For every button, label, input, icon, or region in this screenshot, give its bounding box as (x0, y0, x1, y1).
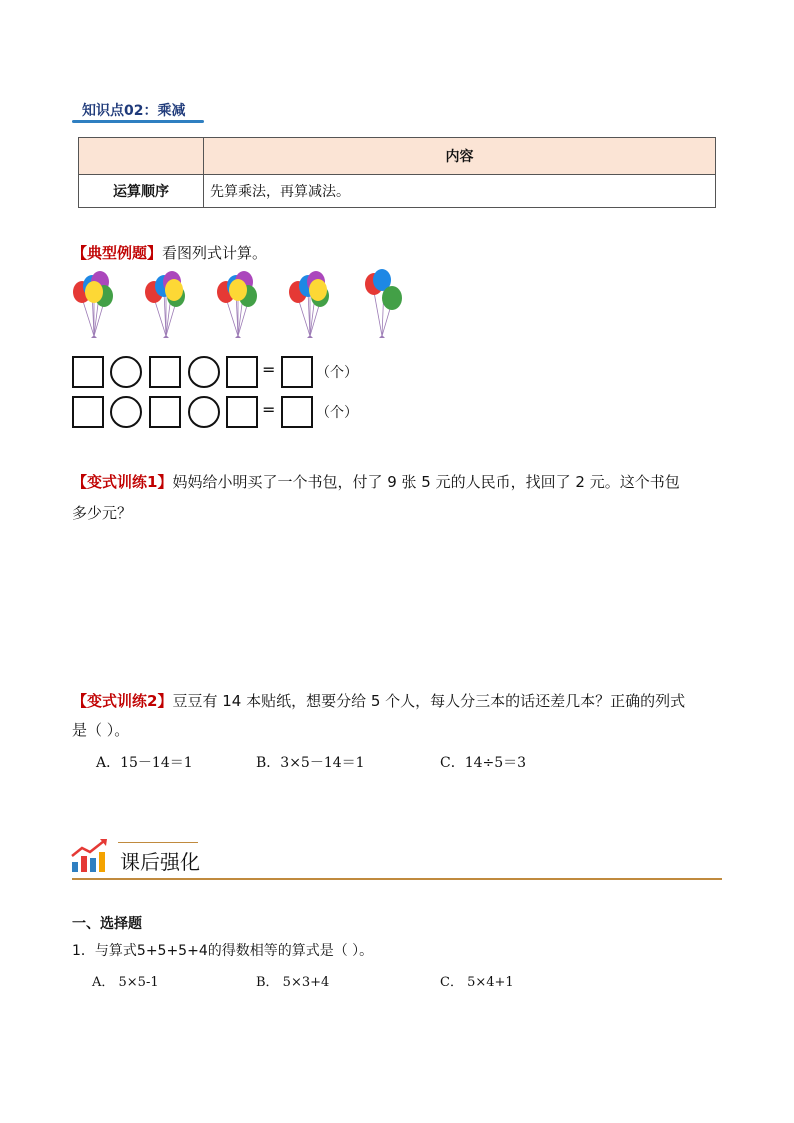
operator-circle[interactable] (110, 396, 142, 428)
answer-box[interactable] (226, 356, 258, 388)
balloon-group (145, 271, 185, 338)
practice1-tag: 【变式训练1】 (72, 473, 173, 491)
section-top-line (118, 842, 198, 843)
balloon-group (365, 269, 402, 338)
operator-circle[interactable] (188, 356, 220, 388)
q1-option-c[interactable]: C． 5×4+1 (440, 975, 514, 990)
section-heading: 一、选择题 (72, 916, 142, 932)
title-underline (72, 120, 204, 123)
unit-label: （个） (316, 405, 358, 421)
example-prompt (72, 242, 267, 263)
table-row-label: 运算顺序 (79, 175, 204, 208)
table-header-row (79, 138, 716, 175)
knowledge-point-title: 知识点02：乘减 (82, 103, 186, 119)
answer-box[interactable] (149, 396, 181, 428)
unit-label: （个） (316, 365, 358, 381)
answer-box[interactable] (149, 356, 181, 388)
after-class-title: 课后强化 (120, 850, 200, 874)
option-c[interactable]: C．14÷5＝3 (440, 755, 527, 771)
equals-sign: = (262, 400, 276, 419)
balloon-group (73, 271, 113, 338)
result-box[interactable] (281, 356, 313, 388)
example-tag: 【典型例题】 (72, 244, 163, 262)
knowledge-table (78, 137, 716, 208)
chart-growth-icon (70, 838, 110, 874)
answer-box[interactable] (72, 396, 104, 428)
balloons-illustration (66, 266, 426, 346)
practice1-line2: 多少元？ (72, 504, 133, 522)
equals-sign: = (262, 360, 276, 379)
option-a[interactable]: A．15－14＝1 (96, 755, 193, 771)
practice1-text: 妈妈给小明买了一个书包，付了 9 张 5 元的人民币，找回了 2 元。这个书包 (172, 473, 680, 491)
q1-option-b[interactable]: B． 5×3+4 (256, 975, 330, 990)
practice1-line1 (72, 471, 680, 492)
balloon-group (289, 271, 329, 338)
table-row-value: 先算乘法，再算减法。 (204, 175, 716, 208)
table-header-content: 内容 (204, 138, 716, 175)
operator-circle[interactable] (110, 356, 142, 388)
question-1: 1．与算式5+5+5+4的得数相等的算式是（ ）。 (72, 943, 374, 959)
example-text: 看图列式计算。 (162, 244, 268, 262)
practice2-line2: 是（ ）。 (72, 721, 130, 739)
balloon-group (217, 271, 257, 338)
table-row (79, 175, 716, 208)
answer-box[interactable] (72, 356, 104, 388)
practice2-line1 (72, 690, 685, 711)
operator-circle[interactable] (188, 396, 220, 428)
q1-option-a[interactable]: A． 5×5-1 (92, 975, 159, 990)
practice2-tag: 【变式训练2】 (72, 692, 173, 710)
table-header-empty (79, 138, 204, 175)
answer-box[interactable] (226, 396, 258, 428)
section-divider (72, 878, 722, 880)
practice2-text: 豆豆有 14 本贴纸，想要分给 5 个人，每人分三本的话还差几本？正确的列式 (172, 692, 686, 710)
option-b[interactable]: B．3×5－14＝1 (256, 755, 365, 771)
result-box[interactable] (281, 396, 313, 428)
